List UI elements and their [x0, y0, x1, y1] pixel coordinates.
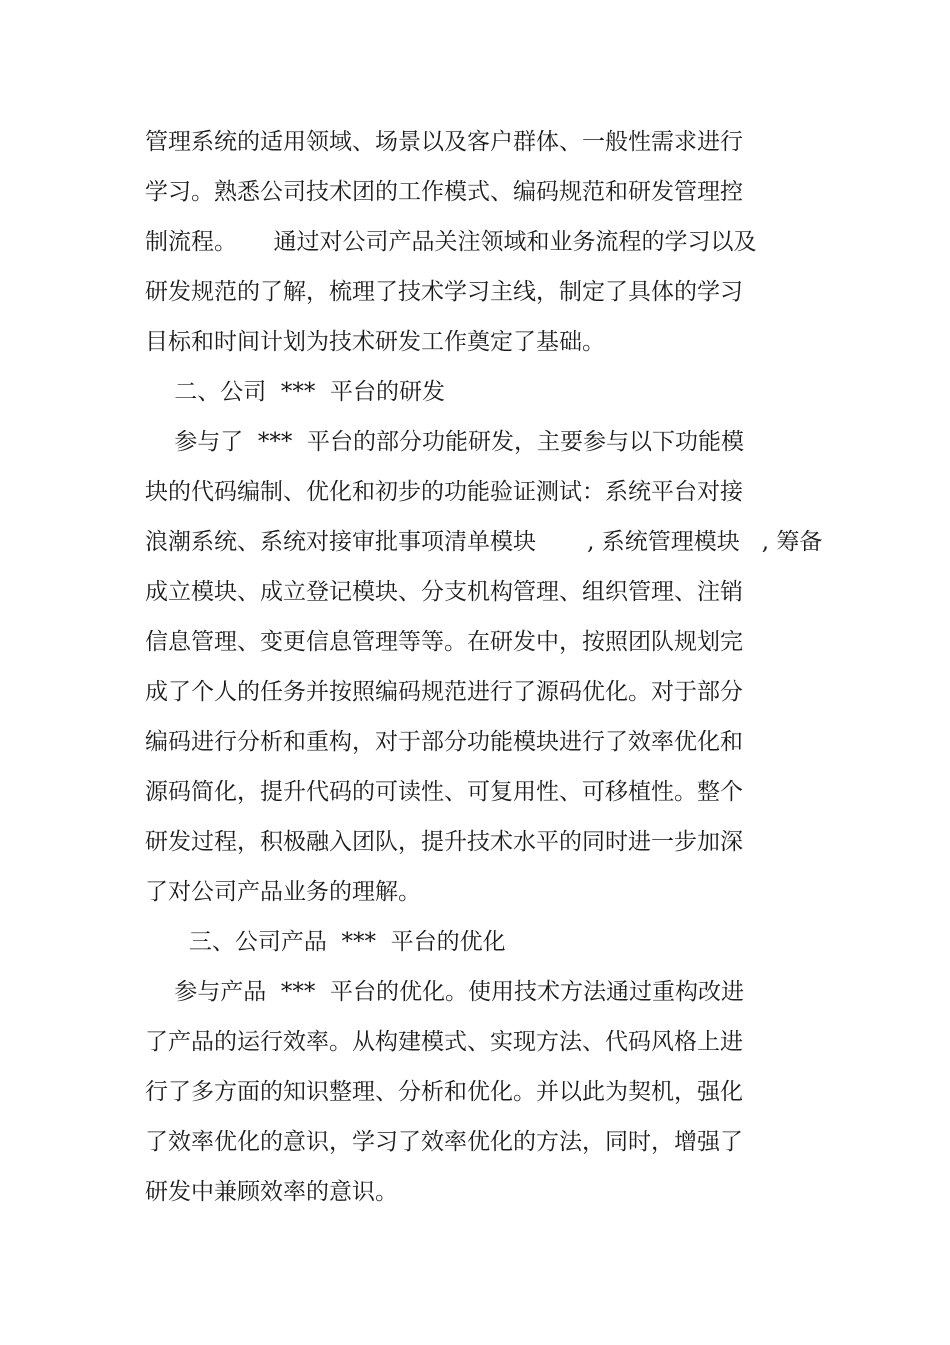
paragraph-line: 研发中兼顾效率的意识。 — [145, 1179, 398, 1205]
paragraph-line: 行了多方面的知识整理、分析和优化。并以此为契机，强化 — [145, 1079, 743, 1105]
paragraph-line: 研发规范的了解，梳理了技术学习主线，制定了具体的学习 — [145, 279, 743, 305]
paragraph-line: 管理系统的适用领域、场景以及客户群体、一般性需求进行 — [145, 129, 743, 155]
paragraph-line: 参与了 *** 平台的部分功能研发，主要参与以下功能模 — [145, 429, 744, 455]
paragraph-line: 学习。熟悉公司技术团的工作模式、编码规范和研发管理控 — [145, 179, 743, 205]
paragraph-line: 参与产品 *** 平台的优化。使用技术方法通过重构改进 — [145, 979, 744, 1005]
paragraph-line: 浪潮系统、系统对接审批事项清单模块 , 系统管理模块 , 筹备 — [145, 529, 823, 555]
paragraph-line: 了对公司产品业务的理解。 — [145, 879, 421, 905]
paragraph-line: 制流程。 通过对公司产品关注领域和业务流程的学习以及 — [145, 229, 757, 255]
paragraph-line: 了效率优化的意识，学习了效率优化的方法，同时，增强了 — [145, 1129, 743, 1155]
section-heading: 三、公司产品 *** 平台的优化 — [145, 929, 506, 955]
paragraph-line: 信息管理、变更信息管理等等。在研发中，按照团队规划完 — [145, 629, 743, 655]
paragraph-line: 成立模块、成立登记模块、分支机构管理、组织管理、注销 — [145, 579, 743, 605]
paragraph-line: 块的代码编制、优化和初步的功能验证测试：系统平台对接 — [145, 479, 743, 505]
section-heading: 二、公司 *** 平台的研发 — [145, 379, 445, 405]
paragraph-line: 目标和时间计划为技术研发工作奠定了基础。 — [145, 329, 605, 355]
paragraph-line: 研发过程，积极融入团队，提升技术水平的同时进一步加深 — [145, 829, 743, 855]
paragraph-line: 编码进行分析和重构，对于部分功能模块进行了效率优化和 — [145, 729, 743, 755]
paragraph-line: 了产品的运行效率。从构建模式、实现方法、代码风格上进 — [145, 1029, 743, 1055]
paragraph-line: 源码简化，提升代码的可读性、可复用性、可移植性。整个 — [145, 779, 743, 805]
paragraph-line: 成了个人的任务并按照编码规范进行了源码优化。对于部分 — [145, 679, 743, 705]
